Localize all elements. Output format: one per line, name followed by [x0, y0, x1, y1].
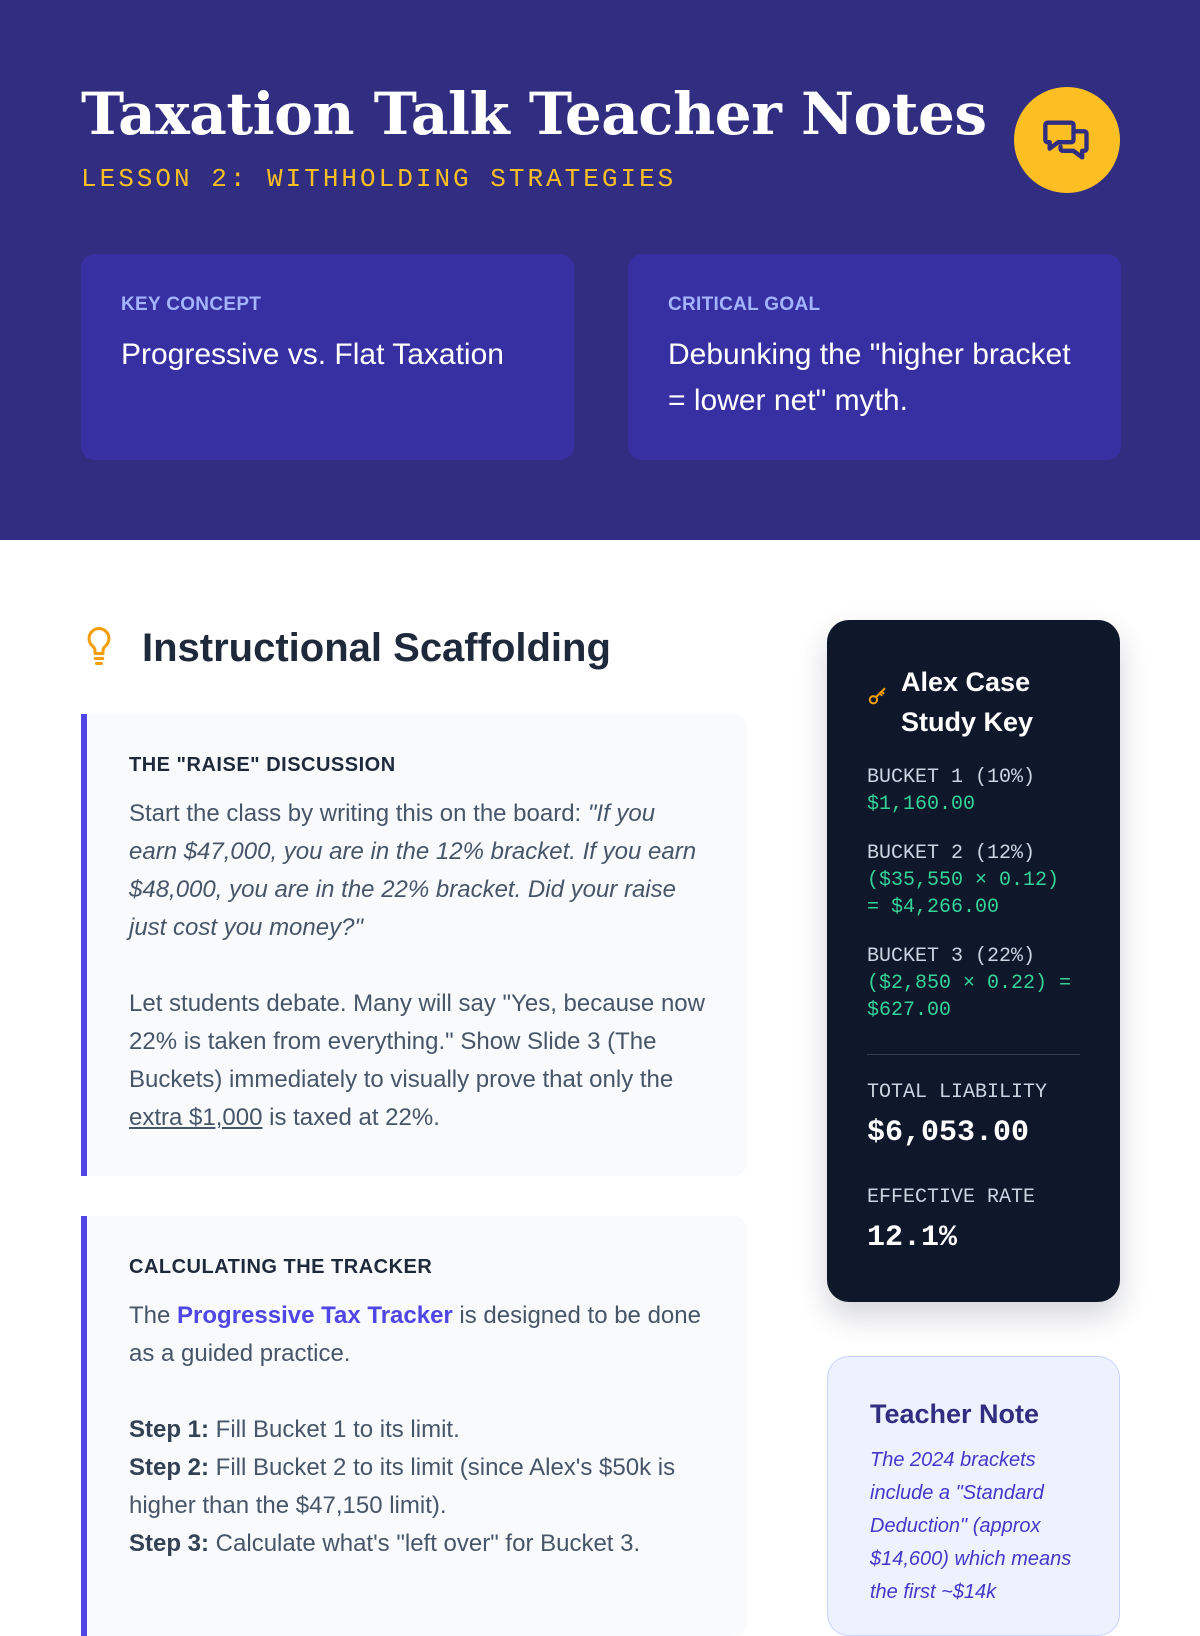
step-item — [129, 1449, 707, 1525]
raise-para2-end: is taxed at 22%. — [262, 1104, 440, 1131]
critical-goal-card — [628, 254, 1121, 460]
bucket-value: $1,160.00 — [867, 793, 976, 816]
step-item — [129, 1411, 707, 1449]
bucket-item — [867, 840, 1080, 921]
teacher-note-body: The 2024 brackets include a "Standard Deduction" (approx $14,600) which means the first ~$14k — [870, 1449, 1072, 1603]
bucket-item — [867, 764, 1080, 818]
bucket-label: BUCKET 3 (22%) — [867, 945, 1036, 968]
teacher-note-title: Teacher Note — [870, 1399, 1040, 1429]
tracker-body — [129, 1297, 707, 1563]
critical-goal-text: Debunking the "higher bracket = lower net" myth. — [668, 338, 1071, 417]
case-study-key-card — [827, 620, 1120, 1302]
bucket-value: ($2,850 × 0.22) = $627.00 — [867, 972, 1072, 1022]
key-card-header — [867, 662, 1080, 742]
divider — [867, 1054, 1080, 1055]
tracker-label: CALCULATING THE TRACKER — [129, 1256, 433, 1278]
page-title: Taxation Talk Teacher Notes — [81, 80, 987, 148]
step-item — [129, 1525, 707, 1563]
step-label: Step 3: — [129, 1530, 210, 1557]
header-banner — [0, 0, 1200, 540]
raise-para2-start: Let students debate. Many will say "Yes, because now 22% is taken from everything." Show Slide 3 (The Buckets) immediately to visually prove that only the — [129, 990, 705, 1093]
tracker-intro-end: is designed to be done as a guided practice. — [129, 1302, 701, 1367]
section-title: Instructional Scaffolding — [142, 625, 611, 670]
effective-rate — [867, 1186, 1080, 1255]
bucket-label: BUCKET 2 (12%) — [867, 842, 1036, 865]
raise-quote: "If you earn $47,000, you are in the 12% bracket. If you earn $48,000, you are in the 22% bracket. Did your raise just cost you money?" — [129, 800, 697, 941]
key-icon — [867, 686, 891, 710]
effective-rate-value: 12.1% — [867, 1221, 958, 1255]
raise-discussion-box — [81, 714, 747, 1176]
raise-intro: Start the class by writing this on the board: — [129, 800, 588, 827]
total-liability-value: $6,053.00 — [867, 1116, 1030, 1150]
key-concept-label: KEY CONCEPT — [121, 294, 262, 315]
raise-discussion-label: THE "RAISE" DISCUSSION — [129, 754, 396, 776]
progressive-tax-tracker-link[interactable]: Progressive Tax Tracker — [177, 1302, 453, 1329]
key-concept-card — [81, 254, 574, 460]
bucket-item — [867, 943, 1080, 1024]
tracker-box — [81, 1216, 747, 1636]
tracker-intro-start: The — [129, 1302, 178, 1329]
step-label: Step 1: — [129, 1416, 210, 1443]
section-heading — [84, 624, 611, 672]
bucket-value: ($35,550 × 0.12) = $4,266.00 — [867, 869, 1060, 919]
bucket-label: BUCKET 1 (10%) — [867, 766, 1036, 789]
effective-rate-label: EFFECTIVE RATE — [867, 1186, 1036, 1209]
key-concept-text: Progressive vs. Flat Taxation — [121, 338, 504, 371]
key-card-title: Alex Case Study Key — [901, 667, 1034, 737]
raise-discussion-body — [129, 795, 707, 1137]
lightbulb-icon — [84, 626, 114, 671]
step-label: Step 2: — [129, 1454, 210, 1481]
extra-amount-underline: extra $1,000 — [129, 1104, 263, 1131]
step-text: Fill Bucket 1 to its limit. — [209, 1416, 460, 1443]
total-liability — [867, 1081, 1080, 1150]
step-text: Calculate what's "left over" for Bucket 3. — [209, 1530, 641, 1557]
step-text: Fill Bucket 2 to its limit (since Alex's $50k is higher than the $47,150 limit). — [129, 1454, 676, 1519]
total-liability-label: TOTAL LIABILITY — [867, 1081, 1048, 1104]
chat-bubbles-icon — [1014, 87, 1120, 193]
critical-goal-label: CRITICAL GOAL — [668, 294, 821, 315]
teacher-note-card — [827, 1356, 1120, 1636]
lesson-subtitle: LESSON 2: WITHHOLDING STRATEGIES — [81, 164, 677, 194]
